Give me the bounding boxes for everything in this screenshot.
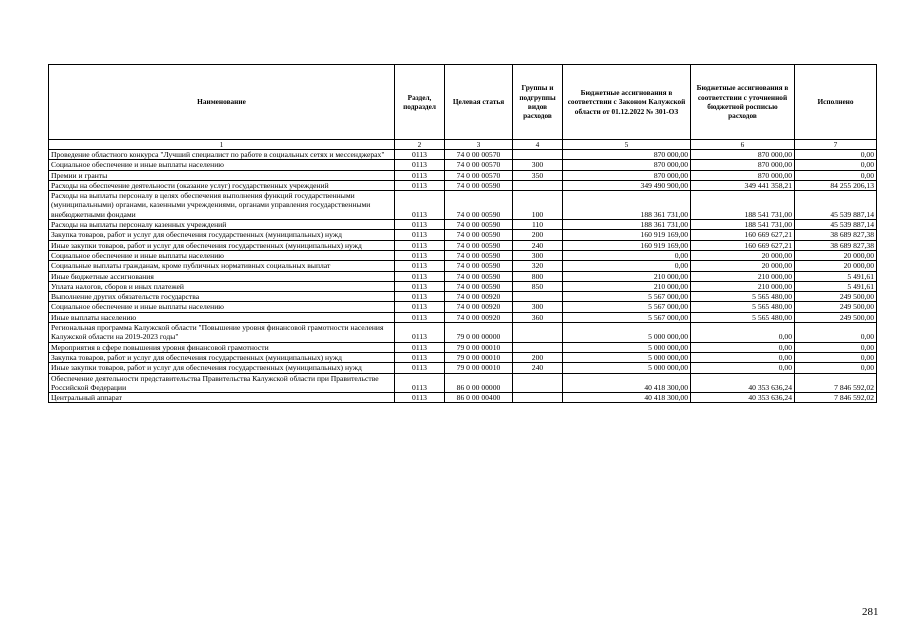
row-group-cell: [513, 373, 563, 393]
row-law-amount-cell: 870 000,00: [563, 170, 691, 180]
column-number: 5: [563, 140, 691, 150]
row-plan-amount-cell: 160 669 627,21: [691, 230, 795, 240]
row-group-cell: 350: [513, 170, 563, 180]
row-group-cell: 300: [513, 250, 563, 260]
row-article-cell: 74 0 00 00590: [445, 240, 513, 250]
row-section-cell: 0113: [395, 271, 445, 281]
row-section-cell: 0113: [395, 342, 445, 352]
row-law-amount-cell: 40 418 300,00: [563, 373, 691, 393]
row-article-cell: 74 0 00 00590: [445, 180, 513, 190]
row-article-cell: 74 0 00 00920: [445, 292, 513, 302]
row-plan-amount-cell: 188 541 731,00: [691, 191, 795, 220]
row-section-cell: 0113: [395, 261, 445, 271]
table-row: [49, 342, 877, 352]
row-executed-amount-cell: 20 000,00: [795, 261, 877, 271]
row-group-cell: 300: [513, 302, 563, 312]
row-group-cell: 300: [513, 160, 563, 170]
table-row: [49, 302, 877, 312]
row-section-cell: 0113: [395, 240, 445, 250]
row-section-cell: 0113: [395, 281, 445, 291]
row-plan-amount-cell: 0,00: [691, 323, 795, 343]
row-name-cell: Выполнение других обязательств государства: [49, 292, 395, 302]
row-executed-amount-cell: 0,00: [795, 363, 877, 373]
row-section-cell: 0113: [395, 323, 445, 343]
row-name-cell: Центральный аппарат: [49, 393, 395, 403]
row-executed-amount-cell: 249 500,00: [795, 302, 877, 312]
row-group-cell: 240: [513, 240, 563, 250]
row-plan-amount-cell: 5 565 480,00: [691, 302, 795, 312]
row-group-cell: 320: [513, 261, 563, 271]
row-name-cell: Расходы на выплаты персоналу в целях обеспечения выполнения функций государственными (муниципальными) органами, казенными учреждениями, органами управления государственными внебюджетными фондами: [49, 191, 395, 220]
row-law-amount-cell: 5 567 000,00: [563, 312, 691, 322]
table-row: [49, 250, 877, 260]
row-section-cell: 0113: [395, 230, 445, 240]
row-executed-amount-cell: 38 689 827,38: [795, 240, 877, 250]
column-number: 1: [49, 140, 395, 150]
table-row: [49, 271, 877, 281]
row-plan-amount-cell: 20 000,00: [691, 261, 795, 271]
row-name-cell: Премии и гранты: [49, 170, 395, 180]
row-name-cell: Расходы на обеспечение деятельности (оказание услуг) государственных учреждений: [49, 180, 395, 190]
row-name-cell: Иные выплаты населению: [49, 312, 395, 322]
row-law-amount-cell: 5 000 000,00: [563, 363, 691, 373]
row-plan-amount-cell: 870 000,00: [691, 160, 795, 170]
header-name: Наименование: [49, 65, 395, 140]
row-executed-amount-cell: 45 539 887,14: [795, 220, 877, 230]
row-article-cell: 74 0 00 00590: [445, 250, 513, 260]
row-law-amount-cell: 5 000 000,00: [563, 342, 691, 352]
column-number: 4: [513, 140, 563, 150]
row-plan-amount-cell: 870 000,00: [691, 170, 795, 180]
table-row: [49, 230, 877, 240]
header-row: [49, 65, 877, 140]
column-number: 7: [795, 140, 877, 150]
row-group-cell: [513, 292, 563, 302]
column-number: 3: [445, 140, 513, 150]
row-article-cell: 79 0 00 00010: [445, 352, 513, 362]
row-group-cell: 200: [513, 230, 563, 240]
row-law-amount-cell: 188 361 731,00: [563, 191, 691, 220]
row-name-cell: Мероприятия в сфере повышения уровня финансовой грамотности: [49, 342, 395, 352]
row-article-cell: 79 0 00 00010: [445, 363, 513, 373]
header-executed: Исполнено: [795, 65, 877, 140]
table-row: [49, 240, 877, 250]
row-name-cell: Региональная программа Калужской области "Повышение уровня финансовой грамотности населения Калужской области на 2019-2023 годы": [49, 323, 395, 343]
row-name-cell: Социальное обеспечение и иные выплаты населению: [49, 302, 395, 312]
row-executed-amount-cell: 7 846 592,02: [795, 393, 877, 403]
row-article-cell: 79 0 00 00000: [445, 323, 513, 343]
table-row: [49, 170, 877, 180]
row-law-amount-cell: 210 000,00: [563, 281, 691, 291]
row-name-cell: Социальное обеспечение и иные выплаты населению: [49, 250, 395, 260]
row-section-cell: 0113: [395, 180, 445, 190]
row-article-cell: 74 0 00 00570: [445, 160, 513, 170]
row-law-amount-cell: 349 490 900,00: [563, 180, 691, 190]
row-group-cell: [513, 323, 563, 343]
row-plan-amount-cell: 0,00: [691, 352, 795, 362]
header-section: Раздел, подраздел: [395, 65, 445, 140]
row-section-cell: 0113: [395, 220, 445, 230]
row-article-cell: 74 0 00 00920: [445, 302, 513, 312]
row-section-cell: 0113: [395, 292, 445, 302]
row-executed-amount-cell: 5 491,61: [795, 271, 877, 281]
row-name-cell: Закупка товаров, работ и услуг для обеспечения государственных (муниципальных) нужд: [49, 230, 395, 240]
row-executed-amount-cell: 5 491,61: [795, 281, 877, 291]
row-section-cell: 0113: [395, 250, 445, 260]
row-plan-amount-cell: 40 353 636,24: [691, 373, 795, 393]
header-law-allocation: Бюджетные ассигнования в соответствии с Законом Калужской области от 01.12.2022 № 301-ОЗ: [563, 65, 691, 140]
header-article: Целевая статья: [445, 65, 513, 140]
row-law-amount-cell: 0,00: [563, 250, 691, 260]
row-article-cell: 86 0 00 00000: [445, 373, 513, 393]
row-section-cell: 0113: [395, 150, 445, 160]
table-row: [49, 180, 877, 190]
row-section-cell: 0113: [395, 160, 445, 170]
row-law-amount-cell: 188 361 731,00: [563, 220, 691, 230]
row-group-cell: 850: [513, 281, 563, 291]
row-plan-amount-cell: 40 353 636,24: [691, 393, 795, 403]
row-group-cell: 110: [513, 220, 563, 230]
row-name-cell: Проведение областного конкурса "Лучший специалист по работе в социальных сетях и мессенджерах": [49, 150, 395, 160]
row-plan-amount-cell: 5 565 480,00: [691, 292, 795, 302]
row-section-cell: 0113: [395, 312, 445, 322]
row-name-cell: Обеспечение деятельности представительства Правительства Калужской области при Правительстве Российской Федерации: [49, 373, 395, 393]
row-plan-amount-cell: 870 000,00: [691, 150, 795, 160]
row-section-cell: 0113: [395, 302, 445, 312]
table-row: [49, 352, 877, 362]
row-group-cell: 240: [513, 363, 563, 373]
header-refined-allocation: Бюджетные ассигнования в соответствии с уточненной бюджетной росписью расходов: [691, 65, 795, 140]
row-name-cell: Закупка товаров, работ и услуг для обеспечения государственных (муниципальных) нужд: [49, 352, 395, 362]
table-row: [49, 292, 877, 302]
column-number: 2: [395, 140, 445, 150]
row-law-amount-cell: 160 919 169,00: [563, 240, 691, 250]
row-executed-amount-cell: 20 000,00: [795, 250, 877, 260]
row-law-amount-cell: 870 000,00: [563, 150, 691, 160]
row-section-cell: 0113: [395, 352, 445, 362]
row-law-amount-cell: 5 567 000,00: [563, 292, 691, 302]
row-plan-amount-cell: 160 669 627,21: [691, 240, 795, 250]
row-executed-amount-cell: 0,00: [795, 352, 877, 362]
row-law-amount-cell: 5 000 000,00: [563, 352, 691, 362]
row-group-cell: 800: [513, 271, 563, 281]
row-law-amount-cell: 40 418 300,00: [563, 393, 691, 403]
table-row: [49, 191, 877, 220]
row-article-cell: 74 0 00 00590: [445, 281, 513, 291]
table-row: [49, 261, 877, 271]
row-executed-amount-cell: 0,00: [795, 160, 877, 170]
row-plan-amount-cell: 20 000,00: [691, 250, 795, 260]
row-article-cell: 74 0 00 00590: [445, 261, 513, 271]
row-name-cell: Иные закупки товаров, работ и услуг для обеспечения государственных (муниципальных) нужд: [49, 363, 395, 373]
row-article-cell: 74 0 00 00590: [445, 220, 513, 230]
table-row: [49, 323, 877, 343]
row-executed-amount-cell: 84 255 206,13: [795, 180, 877, 190]
budget-table: [48, 64, 877, 403]
row-section-cell: 0113: [395, 373, 445, 393]
row-article-cell: 86 0 00 00400: [445, 393, 513, 403]
row-name-cell: Социальные выплаты гражданам, кроме публичных нормативных социальных выплат: [49, 261, 395, 271]
row-plan-amount-cell: 210 000,00: [691, 271, 795, 281]
column-number-row: [49, 140, 877, 150]
table-row: [49, 373, 877, 393]
row-executed-amount-cell: 249 500,00: [795, 292, 877, 302]
header-group: Группы и подгруппы видов расходов: [513, 65, 563, 140]
row-plan-amount-cell: 0,00: [691, 342, 795, 352]
row-name-cell: Социальное обеспечение и иные выплаты населению: [49, 160, 395, 170]
row-group-cell: [513, 393, 563, 403]
row-section-cell: 0113: [395, 191, 445, 220]
row-section-cell: 0113: [395, 170, 445, 180]
row-name-cell: Иные закупки товаров, работ и услуг для обеспечения государственных (муниципальных) нужд: [49, 240, 395, 250]
table-body: [49, 150, 877, 403]
row-article-cell: 74 0 00 00570: [445, 150, 513, 160]
table-row: [49, 150, 877, 160]
row-law-amount-cell: 0,00: [563, 261, 691, 271]
row-executed-amount-cell: 0,00: [795, 323, 877, 343]
table-row: [49, 312, 877, 322]
row-executed-amount-cell: 0,00: [795, 342, 877, 352]
row-group-cell: 360: [513, 312, 563, 322]
row-plan-amount-cell: 210 000,00: [691, 281, 795, 291]
row-plan-amount-cell: 188 541 731,00: [691, 220, 795, 230]
row-law-amount-cell: 210 000,00: [563, 271, 691, 281]
row-executed-amount-cell: 38 689 827,38: [795, 230, 877, 240]
row-group-cell: [513, 180, 563, 190]
row-group-cell: 100: [513, 191, 563, 220]
row-group-cell: [513, 150, 563, 160]
row-law-amount-cell: 870 000,00: [563, 160, 691, 170]
page-number: 281: [862, 606, 879, 618]
row-name-cell: Расходы на выплаты персоналу казенных учреждений: [49, 220, 395, 230]
row-executed-amount-cell: 0,00: [795, 170, 877, 180]
row-section-cell: 0113: [395, 363, 445, 373]
row-article-cell: 79 0 00 00010: [445, 342, 513, 352]
row-executed-amount-cell: 249 500,00: [795, 312, 877, 322]
table-row: [49, 363, 877, 373]
row-article-cell: 74 0 00 00590: [445, 271, 513, 281]
row-name-cell: Уплата налогов, сборов и иных платежей: [49, 281, 395, 291]
row-plan-amount-cell: 5 565 480,00: [691, 312, 795, 322]
table-row: [49, 160, 877, 170]
row-article-cell: 74 0 00 00590: [445, 191, 513, 220]
table-row: [49, 281, 877, 291]
column-number: 6: [691, 140, 795, 150]
row-plan-amount-cell: 0,00: [691, 363, 795, 373]
row-name-cell: Иные бюджетные ассигнования: [49, 271, 395, 281]
row-executed-amount-cell: 45 539 887,14: [795, 191, 877, 220]
row-law-amount-cell: 5 000 000,00: [563, 323, 691, 343]
row-group-cell: 200: [513, 352, 563, 362]
row-law-amount-cell: 160 919 169,00: [563, 230, 691, 240]
row-executed-amount-cell: 7 846 592,02: [795, 373, 877, 393]
row-article-cell: 74 0 00 00920: [445, 312, 513, 322]
table-row: [49, 393, 877, 403]
row-law-amount-cell: 5 567 000,00: [563, 302, 691, 312]
row-article-cell: 74 0 00 00570: [445, 170, 513, 180]
row-group-cell: [513, 342, 563, 352]
row-executed-amount-cell: 0,00: [795, 150, 877, 160]
row-section-cell: 0113: [395, 393, 445, 403]
table-row: [49, 220, 877, 230]
row-article-cell: 74 0 00 00590: [445, 230, 513, 240]
row-plan-amount-cell: 349 441 358,21: [691, 180, 795, 190]
